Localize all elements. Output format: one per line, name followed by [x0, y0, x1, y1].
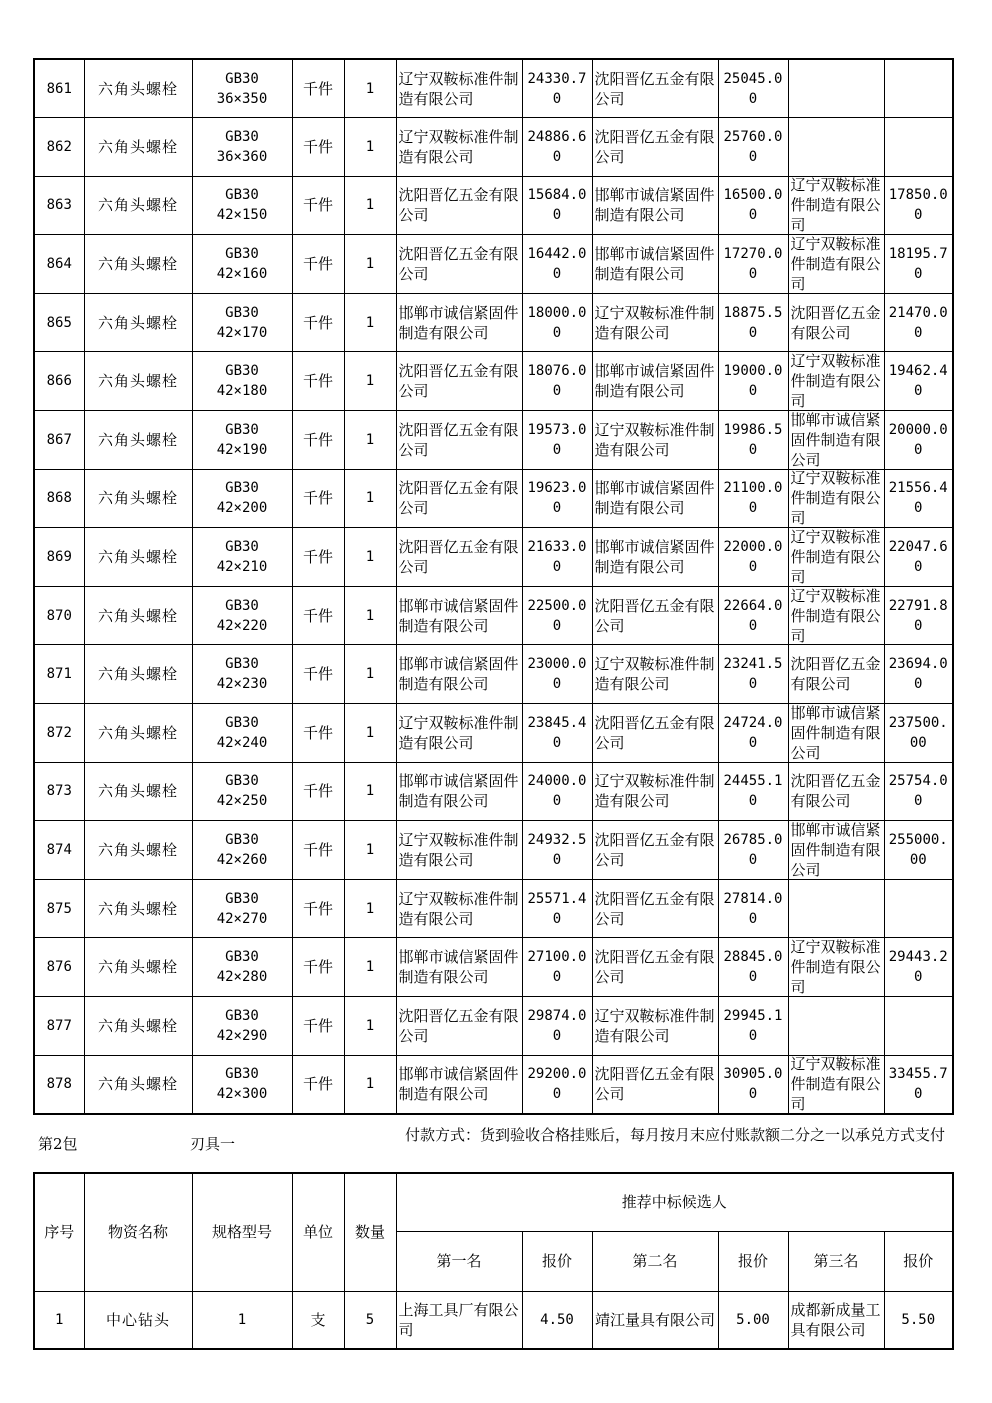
- item-name: 六角头螺栓: [84, 176, 192, 235]
- item-name: 六角头螺栓: [84, 1055, 192, 1114]
- third-price: 22047.60: [884, 528, 953, 587]
- first-price: 23000.00: [522, 645, 592, 704]
- header-price1: 报价: [522, 1231, 592, 1291]
- item-spec: GB30 42×150: [192, 176, 292, 235]
- second-candidate: 沈阳晋亿五金有限公司: [592, 1055, 718, 1114]
- item-name: 六角头螺栓: [84, 469, 192, 528]
- item-name: 六角头螺栓: [84, 997, 192, 1056]
- item-spec: GB30 42×220: [192, 586, 292, 645]
- third-candidate: [788, 879, 884, 938]
- header-price3: 报价: [884, 1231, 953, 1291]
- third-candidate: [788, 997, 884, 1056]
- row-number: 863: [34, 176, 84, 235]
- item-qty: 1: [344, 528, 396, 587]
- item-qty: 1: [344, 997, 396, 1056]
- header-spec: 规格型号: [192, 1173, 292, 1291]
- first-candidate: 沈阳晋亿五金有限公司: [396, 528, 522, 587]
- table-row: [34, 176, 953, 235]
- header-name: 物资名称: [84, 1173, 192, 1291]
- first-candidate: 沈阳晋亿五金有限公司: [396, 411, 522, 470]
- item-spec: 1: [192, 1291, 292, 1349]
- bid-table-body: [34, 59, 953, 1114]
- item-qty: 1: [344, 1055, 396, 1114]
- second-price: 19986.50: [718, 411, 788, 470]
- item-spec: GB30 42×240: [192, 704, 292, 763]
- first-candidate: 邯郸市诚信紧固件制造有限公司: [396, 645, 522, 704]
- third-price: [884, 879, 953, 938]
- table-row: [34, 411, 953, 470]
- row-number: 861: [34, 59, 84, 118]
- second-price: 30905.00: [718, 1055, 788, 1114]
- first-candidate: 邯郸市诚信紧固件制造有限公司: [396, 293, 522, 352]
- item-qty: 5: [344, 1291, 396, 1349]
- item-name: 六角头螺栓: [84, 411, 192, 470]
- table-row: [34, 352, 953, 411]
- item-qty: 1: [344, 645, 396, 704]
- item-name: 六角头螺栓: [84, 821, 192, 880]
- table-row: [34, 821, 953, 880]
- first-price: 24886.60: [522, 118, 592, 177]
- second-price: 19000.00: [718, 352, 788, 411]
- header-unit: 单位: [292, 1173, 344, 1291]
- second-candidate: 邯郸市诚信紧固件制造有限公司: [592, 176, 718, 235]
- table-row: [34, 293, 953, 352]
- item-name: 六角头螺栓: [84, 293, 192, 352]
- item-spec: GB30 42×160: [192, 235, 292, 294]
- table-row: [34, 704, 953, 763]
- second-candidate: 邯郸市诚信紧固件制造有限公司: [592, 469, 718, 528]
- item-name: 六角头螺栓: [84, 235, 192, 294]
- item-name: 六角头螺栓: [84, 879, 192, 938]
- second-candidate: 辽宁双鞍标准件制造有限公司: [592, 645, 718, 704]
- third-candidate: 辽宁双鞍标准件制造有限公司: [788, 352, 884, 411]
- item-spec: GB30 42×190: [192, 411, 292, 470]
- row-number: 867: [34, 411, 84, 470]
- item-name: 六角头螺栓: [84, 762, 192, 821]
- item-qty: 1: [344, 118, 396, 177]
- item-name: 六角头螺栓: [84, 645, 192, 704]
- third-candidate: [788, 118, 884, 177]
- second-candidate: 靖江量具有限公司: [592, 1291, 718, 1349]
- second-price: 26785.00: [718, 821, 788, 880]
- first-price: 25571.40: [522, 879, 592, 938]
- second-candidate: 沈阳晋亿五金有限公司: [592, 879, 718, 938]
- row-number: 864: [34, 235, 84, 294]
- table-row: [34, 59, 953, 118]
- first-price: 21633.00: [522, 528, 592, 587]
- third-candidate: 邯郸市诚信紧固件制造有限公司: [788, 821, 884, 880]
- item-qty: 1: [344, 469, 396, 528]
- row-number: 870: [34, 586, 84, 645]
- item-spec: GB30 36×360: [192, 118, 292, 177]
- header-candidates: 推荐中标候选人: [396, 1173, 953, 1231]
- second-price: 22664.00: [718, 586, 788, 645]
- item-name: 六角头螺栓: [84, 352, 192, 411]
- first-price: 22500.00: [522, 586, 592, 645]
- second-candidate: 沈阳晋亿五金有限公司: [592, 821, 718, 880]
- item-spec: GB30 42×210: [192, 528, 292, 587]
- header-third: 第三名: [788, 1231, 884, 1291]
- row-number: 1: [34, 1291, 84, 1349]
- item-qty: 1: [344, 586, 396, 645]
- table-row: [34, 938, 953, 997]
- first-price: 24000.00: [522, 762, 592, 821]
- item-spec: GB30 42×180: [192, 352, 292, 411]
- category-label: 刃具一: [190, 1135, 236, 1153]
- row-number: 865: [34, 293, 84, 352]
- item-spec: GB30 36×350: [192, 59, 292, 118]
- payment-terms: 付款方式：货到验收合格挂账后，每月按月末应付账款额二分之一以承兑方式支付: [404, 1126, 945, 1144]
- item-spec: GB30 42×300: [192, 1055, 292, 1114]
- item-spec: GB30 42×270: [192, 879, 292, 938]
- item-unit: 千件: [292, 762, 344, 821]
- third-price: 17850.00: [884, 176, 953, 235]
- first-candidate: 沈阳晋亿五金有限公司: [396, 352, 522, 411]
- first-price: 19623.00: [522, 469, 592, 528]
- first-candidate: 辽宁双鞍标准件制造有限公司: [396, 704, 522, 763]
- item-qty: 1: [344, 411, 396, 470]
- item-unit: 千件: [292, 997, 344, 1056]
- item-spec: GB30 42×200: [192, 469, 292, 528]
- third-candidate: 沈阳晋亿五金有限公司: [788, 762, 884, 821]
- row-number: 869: [34, 528, 84, 587]
- row-number: 876: [34, 938, 84, 997]
- item-unit: 支: [292, 1291, 344, 1349]
- item-qty: 1: [344, 352, 396, 411]
- second-candidate: 辽宁双鞍标准件制造有限公司: [592, 411, 718, 470]
- table-row: [34, 645, 953, 704]
- item-unit: 千件: [292, 235, 344, 294]
- first-price: 24330.70: [522, 59, 592, 118]
- item-spec: GB30 42×280: [192, 938, 292, 997]
- second-candidate: 沈阳晋亿五金有限公司: [592, 586, 718, 645]
- second-price: 28845.00: [718, 938, 788, 997]
- first-candidate: 辽宁双鞍标准件制造有限公司: [396, 118, 522, 177]
- bid-table-continued: [33, 58, 954, 1115]
- third-candidate: 辽宁双鞍标准件制造有限公司: [788, 1055, 884, 1114]
- item-unit: 千件: [292, 411, 344, 470]
- item-spec: GB30 42×290: [192, 997, 292, 1056]
- first-price: 19573.00: [522, 411, 592, 470]
- first-candidate: 辽宁双鞍标准件制造有限公司: [396, 59, 522, 118]
- third-price: 237500.00: [884, 704, 953, 763]
- item-qty: 1: [344, 176, 396, 235]
- third-candidate: 邯郸市诚信紧固件制造有限公司: [788, 704, 884, 763]
- item-spec: GB30 42×260: [192, 821, 292, 880]
- header-second: 第二名: [592, 1231, 718, 1291]
- item-qty: 1: [344, 235, 396, 294]
- second-price: 25760.00: [718, 118, 788, 177]
- item-unit: 千件: [292, 469, 344, 528]
- item-qty: 1: [344, 293, 396, 352]
- row-number: 877: [34, 997, 84, 1056]
- header-price2: 报价: [718, 1231, 788, 1291]
- third-candidate: 辽宁双鞍标准件制造有限公司: [788, 586, 884, 645]
- row-number: 872: [34, 704, 84, 763]
- first-candidate: 沈阳晋亿五金有限公司: [396, 235, 522, 294]
- item-unit: 千件: [292, 879, 344, 938]
- first-price: 4.50: [522, 1291, 592, 1349]
- table-row: [34, 528, 953, 587]
- third-price: 18195.70: [884, 235, 953, 294]
- item-name: 六角头螺栓: [84, 528, 192, 587]
- third-price: 22791.80: [884, 586, 953, 645]
- row-number: 871: [34, 645, 84, 704]
- third-candidate: 邯郸市诚信紧固件制造有限公司: [788, 411, 884, 470]
- second-candidate: 辽宁双鞍标准件制造有限公司: [592, 997, 718, 1056]
- second-candidate: 辽宁双鞍标准件制造有限公司: [592, 762, 718, 821]
- third-candidate: 辽宁双鞍标准件制造有限公司: [788, 176, 884, 235]
- second-candidate: 邯郸市诚信紧固件制造有限公司: [592, 528, 718, 587]
- second-price: 21100.00: [718, 469, 788, 528]
- third-candidate: 沈阳晋亿五金有限公司: [788, 293, 884, 352]
- first-candidate: 沈阳晋亿五金有限公司: [396, 997, 522, 1056]
- item-spec: GB30 42×250: [192, 762, 292, 821]
- first-candidate: 邯郸市诚信紧固件制造有限公司: [396, 586, 522, 645]
- item-unit: 千件: [292, 821, 344, 880]
- third-candidate: 成都新成量工具有限公司: [788, 1291, 884, 1349]
- second-price: 23241.50: [718, 645, 788, 704]
- item-qty: 1: [344, 704, 396, 763]
- second-price: 24455.10: [718, 762, 788, 821]
- third-candidate: 辽宁双鞍标准件制造有限公司: [788, 938, 884, 997]
- first-price: 24932.50: [522, 821, 592, 880]
- item-unit: 千件: [292, 586, 344, 645]
- item-unit: 千件: [292, 293, 344, 352]
- first-price: 27100.00: [522, 938, 592, 997]
- third-candidate: 沈阳晋亿五金有限公司: [788, 645, 884, 704]
- table-row: [34, 586, 953, 645]
- second-candidate: 沈阳晋亿五金有限公司: [592, 704, 718, 763]
- item-qty: 1: [344, 879, 396, 938]
- first-price: 23845.40: [522, 704, 592, 763]
- row-number: 868: [34, 469, 84, 528]
- first-candidate: 邯郸市诚信紧固件制造有限公司: [396, 1055, 522, 1114]
- row-number: 873: [34, 762, 84, 821]
- table-row: [34, 469, 953, 528]
- item-qty: 1: [344, 59, 396, 118]
- second-price: 22000.00: [718, 528, 788, 587]
- item-qty: 1: [344, 821, 396, 880]
- item-unit: 千件: [292, 938, 344, 997]
- item-name: 六角头螺栓: [84, 118, 192, 177]
- table-row: [34, 762, 953, 821]
- item-unit: 千件: [292, 704, 344, 763]
- third-price: [884, 59, 953, 118]
- third-price: 29443.20: [884, 938, 953, 997]
- first-candidate: 辽宁双鞍标准件制造有限公司: [396, 879, 522, 938]
- second-price: 18875.50: [718, 293, 788, 352]
- package-label: 第2包: [38, 1135, 78, 1153]
- first-candidate: 邯郸市诚信紧固件制造有限公司: [396, 762, 522, 821]
- first-candidate: 沈阳晋亿五金有限公司: [396, 176, 522, 235]
- second-candidate: 沈阳晋亿五金有限公司: [592, 938, 718, 997]
- table-row: [34, 118, 953, 177]
- item-spec: GB30 42×230: [192, 645, 292, 704]
- package2-table: [33, 1172, 954, 1350]
- third-candidate: 辽宁双鞍标准件制造有限公司: [788, 235, 884, 294]
- first-price: 16442.00: [522, 235, 592, 294]
- item-qty: 1: [344, 762, 396, 821]
- header-qty: 数量: [344, 1173, 396, 1291]
- first-price: 18000.00: [522, 293, 592, 352]
- third-candidate: 辽宁双鞍标准件制造有限公司: [788, 528, 884, 587]
- row-number: 875: [34, 879, 84, 938]
- second-price: 5.00: [718, 1291, 788, 1349]
- third-price: 5.50: [884, 1291, 953, 1349]
- third-price: [884, 997, 953, 1056]
- second-price: 16500.00: [718, 176, 788, 235]
- third-price: 33455.70: [884, 1055, 953, 1114]
- second-candidate: 沈阳晋亿五金有限公司: [592, 118, 718, 177]
- table-row: [34, 997, 953, 1056]
- row-number: 874: [34, 821, 84, 880]
- header-first: 第一名: [396, 1231, 522, 1291]
- third-price: 19462.40: [884, 352, 953, 411]
- first-price: 29200.00: [522, 1055, 592, 1114]
- row-number: 878: [34, 1055, 84, 1114]
- header-no: 序号: [34, 1173, 84, 1291]
- item-unit: 千件: [292, 118, 344, 177]
- table-row: [34, 235, 953, 294]
- second-price: 25045.00: [718, 59, 788, 118]
- first-price: 18076.00: [522, 352, 592, 411]
- first-price: 29874.00: [522, 997, 592, 1056]
- item-unit: 千件: [292, 645, 344, 704]
- second-price: 29945.10: [718, 997, 788, 1056]
- third-candidate: [788, 59, 884, 118]
- item-spec: GB30 42×170: [192, 293, 292, 352]
- item-unit: 千件: [292, 352, 344, 411]
- item-name: 中心钻头: [84, 1291, 192, 1349]
- second-candidate: 邯郸市诚信紧固件制造有限公司: [592, 235, 718, 294]
- item-name: 六角头螺栓: [84, 704, 192, 763]
- item-qty: 1: [344, 938, 396, 997]
- third-price: 23694.00: [884, 645, 953, 704]
- item-unit: 千件: [292, 59, 344, 118]
- second-candidate: 沈阳晋亿五金有限公司: [592, 59, 718, 118]
- third-price: 21556.40: [884, 469, 953, 528]
- first-candidate: 沈阳晋亿五金有限公司: [396, 469, 522, 528]
- item-name: 六角头螺栓: [84, 59, 192, 118]
- second-candidate: 辽宁双鞍标准件制造有限公司: [592, 293, 718, 352]
- second-price: 24724.00: [718, 704, 788, 763]
- item-unit: 千件: [292, 528, 344, 587]
- third-price: 25754.00: [884, 762, 953, 821]
- second-candidate: 邯郸市诚信紧固件制造有限公司: [592, 352, 718, 411]
- first-price: 15684.00: [522, 176, 592, 235]
- second-price: 27814.00: [718, 879, 788, 938]
- second-price: 17270.00: [718, 235, 788, 294]
- table-row: [34, 879, 953, 938]
- first-candidate: 上海工具厂有限公司: [396, 1291, 522, 1349]
- row-number: 862: [34, 118, 84, 177]
- table-row: [34, 1055, 953, 1114]
- item-name: 六角头螺栓: [84, 938, 192, 997]
- item-unit: 千件: [292, 176, 344, 235]
- row-number: 866: [34, 352, 84, 411]
- first-candidate: 邯郸市诚信紧固件制造有限公司: [396, 938, 522, 997]
- third-price: 20000.00: [884, 411, 953, 470]
- first-candidate: 辽宁双鞍标准件制造有限公司: [396, 821, 522, 880]
- item-name: 六角头螺栓: [84, 586, 192, 645]
- table-row: [34, 1291, 953, 1349]
- item-unit: 千件: [292, 1055, 344, 1114]
- third-price: 255000.00: [884, 821, 953, 880]
- third-price: [884, 118, 953, 177]
- third-candidate: 辽宁双鞍标准件制造有限公司: [788, 469, 884, 528]
- third-price: 21470.00: [884, 293, 953, 352]
